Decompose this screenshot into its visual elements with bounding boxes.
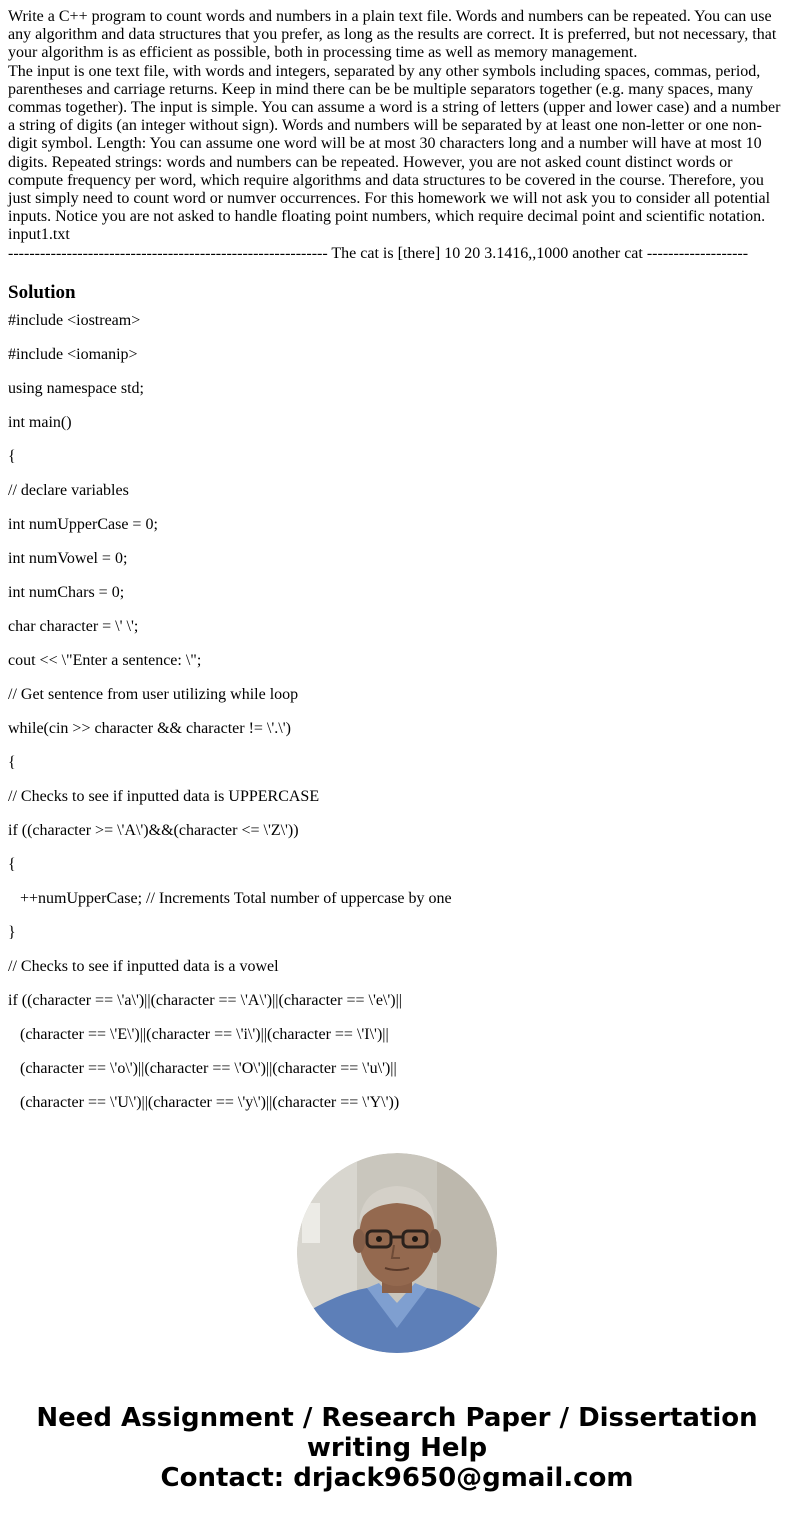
code-line: { [8, 447, 16, 465]
author-photo [297, 1153, 497, 1353]
question-paragraph-2: The input is one text file, with words and integers, separated by any other symbols including spaces, commas, period, parentheses and carriage returns. Keep in mind there can be be multiple separators together (e.g. many spaces, many commas together). The input is simple. You can assume a word is a string of letters (upper and lower case) and a number a string of digits (an integer without sign). Words and numbers will be separated by at least one non-letter or one non-digit symbol. Length: You can assume one word will be at most 30 characters long and a number will have at most 10 digits. Repeated strings: words and numbers can be repeated. However, you are not asked count distinct words or compute frequency per word, which require algorithms and data structures to be covered in the course. Therefore, you just simply need to count word or numver occurrences. For this homework we will not ask you to consider all potential inputs. Notice you are not asked to handle floating point numbers, which require decimal point and scientific notation. [8, 62, 781, 226]
code-line: int numVowel = 0; [8, 549, 128, 567]
code-line: int main() [8, 413, 72, 431]
sample-input: ------------------------------------------------------------ The cat is [there] 10 20 3.1416,,1000 another cat ------------------- [8, 244, 749, 262]
code-line: if ((character >= \'A\')&&(character <= \'Z\')) [8, 821, 299, 839]
code-line: #include <iostream> [8, 311, 141, 329]
code-line: (character == \'o\')||(character == \'O\')||(character == \'u\')|| [8, 1059, 397, 1077]
question-text [8, 8, 786, 263]
code-line: { [8, 855, 16, 873]
avatar [297, 1153, 497, 1353]
code-line: } [8, 923, 16, 941]
code-line: { [8, 753, 16, 771]
footer-line-1: Need Assignment / Research Paper / Dissertation [36, 1403, 758, 1433]
code-line: // declare variables [8, 481, 129, 499]
footer-banner [0, 1403, 794, 1493]
footer-contact: Contact: drjack9650@gmail.com [160, 1463, 634, 1493]
code-line: cout << \"Enter a sentence: \"; [8, 651, 202, 669]
code-line: // Checks to see if inputted data is a vowel [8, 957, 279, 975]
code-line: using namespace std; [8, 379, 144, 397]
code-line: // Get sentence from user utilizing while loop [8, 685, 299, 703]
code-line: while(cin >> character && character != \'.\') [8, 719, 291, 737]
code-line: char character = \' \'; [8, 617, 139, 635]
footer-line-2: writing Help [306, 1433, 488, 1463]
code-line: // Checks to see if inputted data is UPPERCASE [8, 787, 320, 805]
code-line: if ((character == \'a\')||(character == \'A\')||(character == \'e\')|| [8, 991, 402, 1009]
code-line: int numChars = 0; [8, 583, 125, 601]
code-line: #include <iomanip> [8, 345, 138, 363]
code-line: (character == \'E\')||(character == \'i\')||(character == \'I\')|| [8, 1025, 389, 1043]
input-filename: input1.txt [8, 226, 70, 244]
solution-heading: Solution [8, 281, 76, 303]
code-line: (character == \'U\')||(character == \'y\')||(character == \'Y\')) [8, 1093, 400, 1111]
code-line: ++numUpperCase; // Increments Total number of uppercase by one [8, 889, 452, 907]
code-line: int numUpperCase = 0; [8, 515, 158, 533]
solution-code [8, 312, 786, 1128]
question-paragraph-1: Write a C++ program to count words and numbers in a plain text file. Words and numbers can be repeated. You can use any algorithm and data structures that you prefer, as long as the results are correct. It is preferred, but not necessary, that your algorithm is as efficient as possible, both in processing time as well as memory management. [8, 8, 777, 62]
